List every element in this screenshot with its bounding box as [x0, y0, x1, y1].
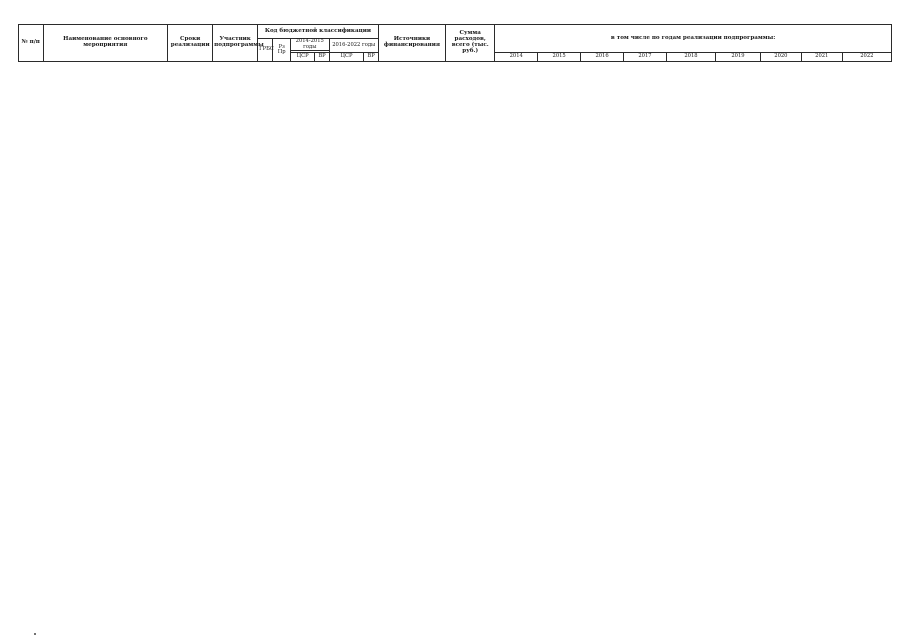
- budget-table: [18, 24, 892, 62]
- vr1-header: ВР: [315, 53, 329, 62]
- table-header: [19, 25, 892, 62]
- year-2018-header: 2018: [666, 53, 715, 62]
- vr2-header: ВР: [364, 53, 378, 62]
- year-2017-header: 2017: [624, 53, 667, 62]
- y1415-header: 2014-2015 годы: [290, 39, 329, 51]
- csr2-header: ЦСР: [329, 53, 364, 62]
- y1622-header: 2016-2022 годы: [329, 39, 378, 53]
- year-2019-header: 2019: [715, 53, 760, 62]
- scan-speck: [34, 633, 36, 635]
- year-2015-header: 2015: [538, 53, 581, 62]
- year-2020-header: 2020: [760, 53, 801, 62]
- year-2021-header: 2021: [801, 53, 842, 62]
- rzpr-header: Рз Пр: [273, 39, 290, 62]
- year-2022-header: 2022: [842, 53, 891, 62]
- col-sources-header: Источники финансирования: [378, 25, 445, 62]
- col-no-header: № п/п: [19, 25, 44, 62]
- col-participants-header: Участник подпрограммы: [213, 25, 258, 62]
- budget-code-header: Код бюджетной классификации: [258, 25, 379, 39]
- year-2014-header: 2014: [495, 53, 538, 62]
- col-terms-header: Сроки реализации: [168, 25, 213, 62]
- col-sum-header: Сумма расходов, всего (тыс. руб.): [446, 25, 495, 62]
- csr1-header: ЦСР: [290, 53, 315, 62]
- grbs-header: ГРБС: [258, 39, 273, 62]
- col-measure-header: Наименование основного мероприятия: [43, 25, 168, 62]
- year-2016-header: 2016: [581, 53, 624, 62]
- budget-table-sheet: [18, 24, 892, 62]
- by-years-header: в том числе по годам реализации подпрограммы:: [495, 25, 892, 53]
